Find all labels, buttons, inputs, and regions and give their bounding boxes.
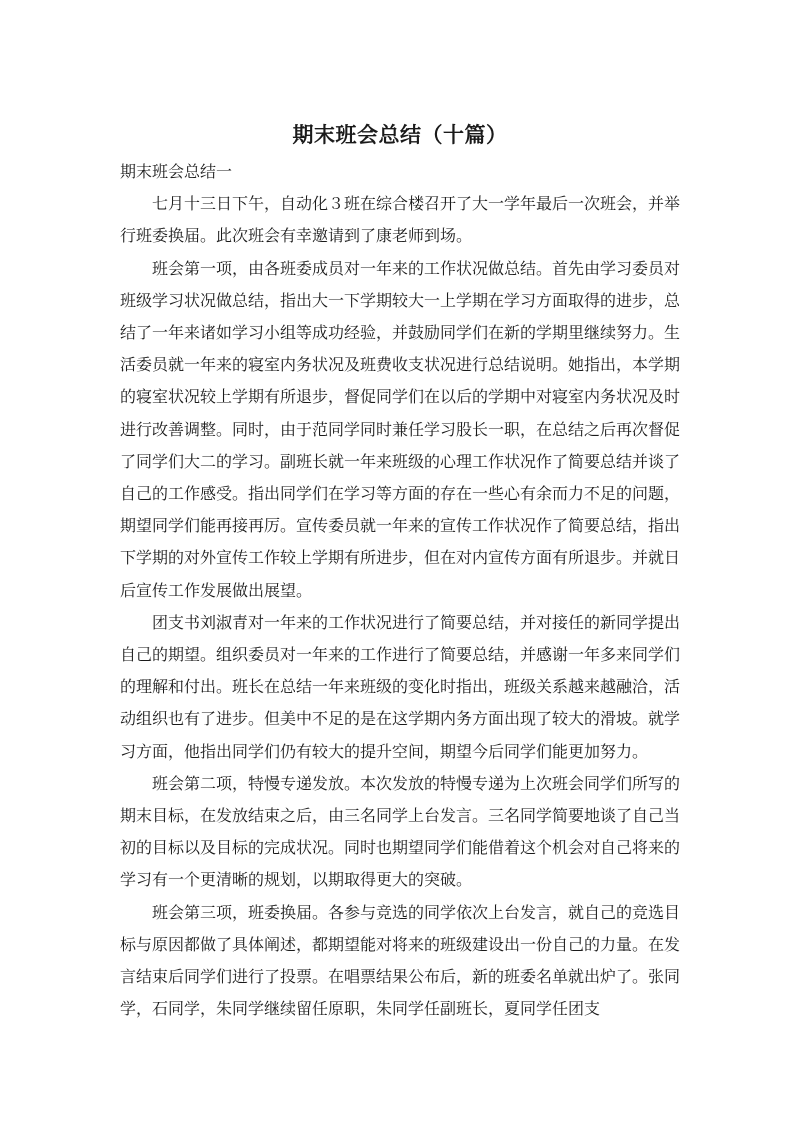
paragraph-1: 七月十三日下午，自动化３班在综合楼召开了大一学年最后一次班会，并举行班委换届。此次班会有幸邀请到了康老师到场。: [120, 194, 681, 246]
section-heading: 期末班会总结一: [120, 162, 233, 181]
document-body: [120, 156, 680, 1025]
paragraph-2: 班会第一项，由各班委成员对一年来的工作状况做总结。首先由学习委员对班级学习状况做总结，指出大一下学期较大一上学期在学习方面取得的进步，总结了一年来诸如学习小组等成功经验，并鼓励同学们在新的学期里继续努力。生活委员就一年来的寝室内务状况及班费收支状况进行总结说明。她指出，本学期的寝室状况较上学期有所退步，督促同学们在以后的学期中对寝室内务状况及时进行改善调整。同时，由于范同学同时兼任学习股长一职，在总结之后再次督促了同学们大二的学习。副班长就一年来班级的心理工作状况作了简要总结并谈了自己的工作感受。指出同学们在学习等方面的存在一些心有余而力不足的问题，期望同学们能再接再厉。宣传委员就一年来的宣传工作状况作了简要总结，指出下学期的对外宣传工作较上学期有所进步，但在对内宣传方面有所退步。并就日后宣传工作发展做出展望。: [120, 258, 681, 600]
document-title: 期末班会总结（十篇）: [292, 123, 508, 147]
paragraph-5: 班会第三项，班委换届。各参与竞选的同学依次上台发言，就自己的竞选目标与原因都做了具体阐述，都期望能对将来的班级建设出一份自己的力量。在发言结束后同学们进行了投票。在唱票结果公布后，新的班委名单就出炉了。张同学，石同学，朱同学继续留任原职，朱同学任副班长，夏同学任团支: [120, 902, 681, 1019]
paragraph-3: 团支书刘淑青对一年来的工作状况进行了简要总结，并对接任的新同学提出自己的期望。组织委员对一年来的工作进行了简要总结，并感谢一年多来同学们的理解和付出。班长在总结一年来班级的变化时指出，班级关系越来越融洽，活动组织也有了进步。但美中不足的是在这学期内务方面出现了较大的滑坡。就学习方面，他指出同学们仍有较大的提升空间，期望今后同学们能更加努力。: [120, 612, 681, 761]
paragraph-4: 班会第二项，特慢专递发放。本次发放的特慢专递为上次班会同学们所写的期末目标，在发放结束之后，由三名同学上台发言。三名同学简要地谈了自己当初的目标以及目标的完成状况。同时也期望同学们能借着这个机会对自己将来的学习有一个更清晰的规划，以期取得更大的突破。: [120, 773, 681, 890]
